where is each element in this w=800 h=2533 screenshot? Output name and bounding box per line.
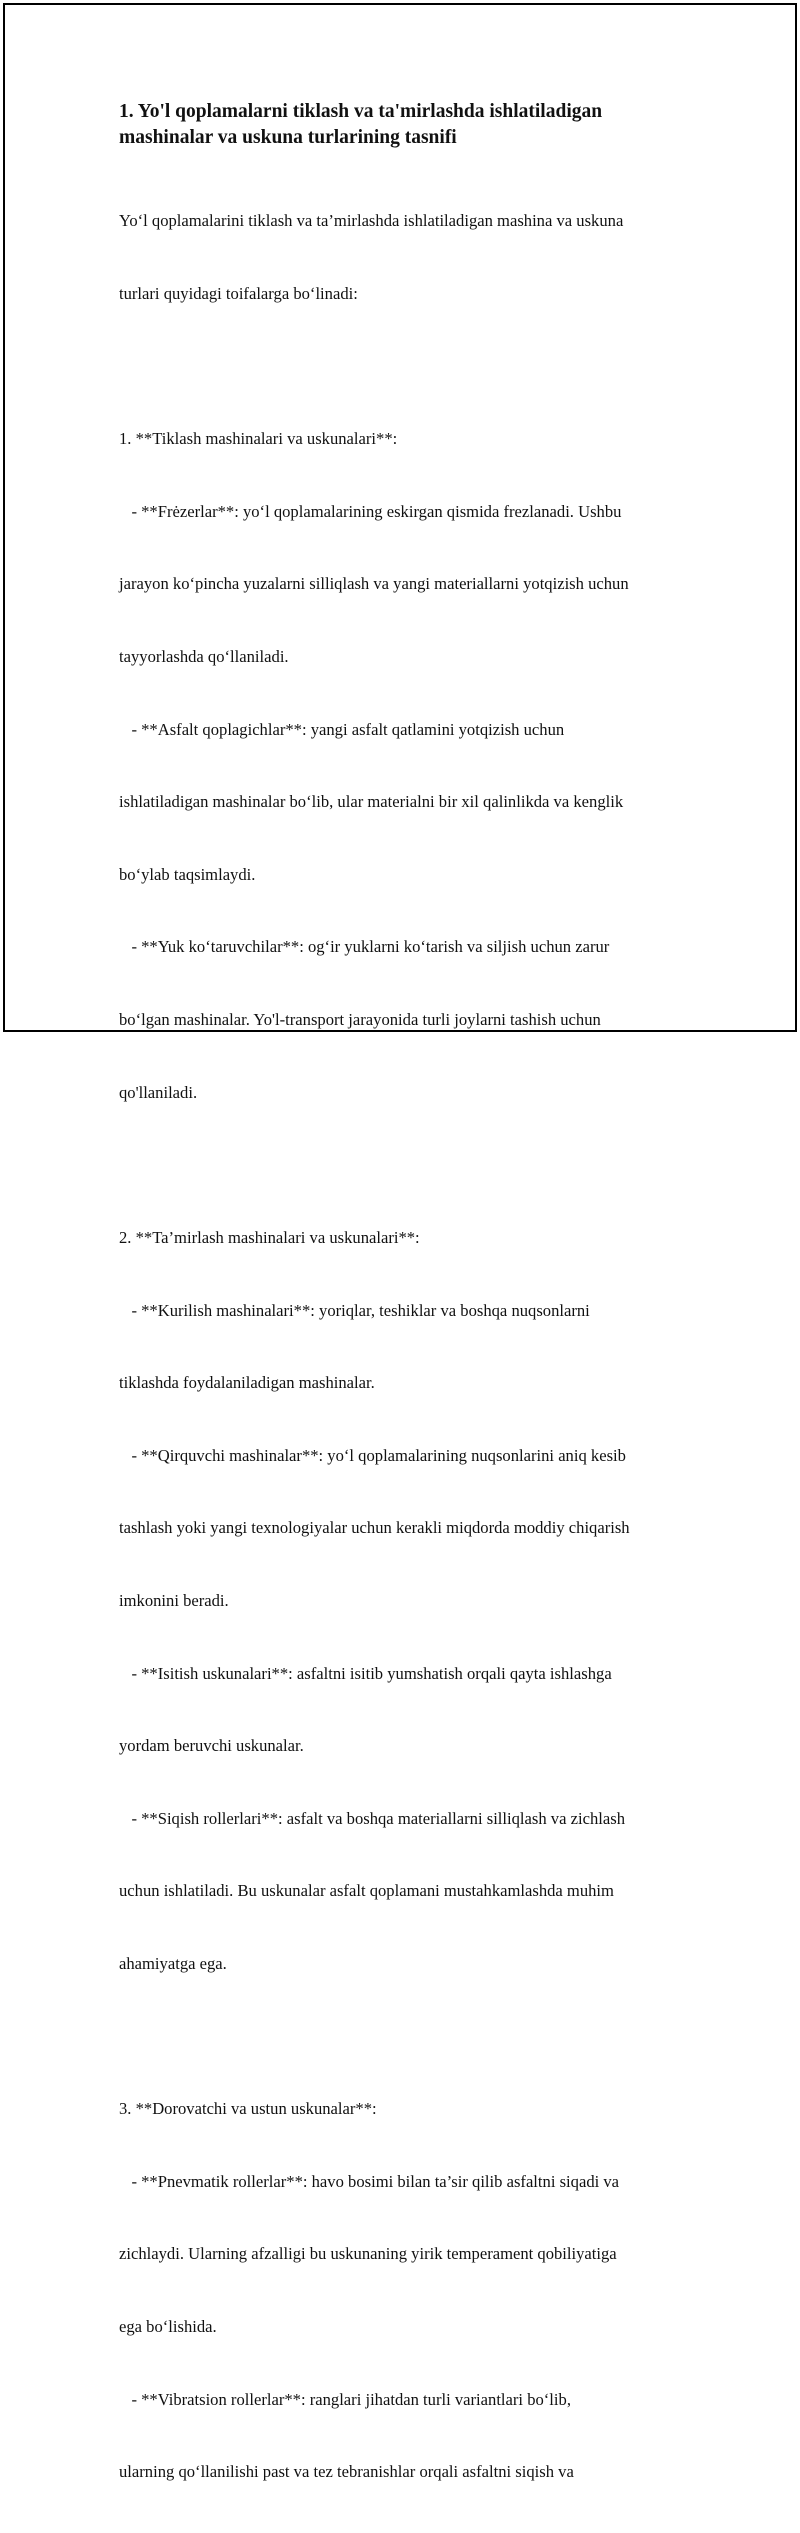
paragraph-gap	[119, 355, 699, 379]
list-item-line: - **Qirquvchi mashinalar**: yo‘l qoplamalarining nuqsonlarini aniq kesib	[119, 1445, 626, 1465]
text-line: tiklashda foydalaniladigan mashinalar.	[119, 1373, 375, 1393]
text-line: ularning qo‘llanilishi past va tez tebranishlar orqali asfaltni siqish va	[119, 2462, 574, 2482]
intro-paragraph	[119, 161, 699, 355]
text-line: turlari quyidagi toifalarga bo‘linadi:	[119, 284, 358, 304]
paragraph-gap	[119, 1153, 699, 1177]
text-line: ahamiyatga ega.	[119, 1954, 227, 1973]
list-item-line: - **Pnevmatik rollerlar**: havo bosimi bilan ta’sir qilib asfaltni siqadi va	[119, 2171, 620, 2191]
section-heading	[119, 99, 699, 151]
text-line: jarayon ko‘pincha yuzalarni silliqlash va yangi materiallarni yotqizish uchun	[119, 574, 629, 594]
text-line: zichlaydi. Ularning afzalligi bu uskunaning yirik temperament qobiliyatiga	[119, 2244, 617, 2264]
text-line: Yo‘l qoplamalarini tiklash va ta’mirlashda ishlatiladigan mashina va uskuna	[119, 211, 624, 231]
text-line: ishlatiladigan mashinalar bo‘lib, ular materialni bir xil qalinlikda va kenglik	[119, 792, 624, 812]
list-item-line: - **Yuk ko‘taruvchilar**: og‘ir yuklarni ko‘tarish va siljish uchun zarur	[119, 937, 610, 957]
text-line: qo'llaniladi.	[119, 1082, 198, 1102]
list-item-line: - **Kurilish mashinalari**: yoriqlar, teshiklar va boshqa nuqsonlarni	[119, 1300, 590, 1320]
text-line: yordam beruvchi uskunalar.	[119, 1736, 304, 1756]
text-line: tayyorlashda qo‘llaniladi.	[119, 647, 289, 667]
list-item-line: - **Vibratsion rollerlar**: ranglari jihatdan turli variantlari bo‘lib,	[119, 2389, 571, 2409]
list-heading: 1. **Tiklash mashinalari va uskunalari**:	[119, 429, 398, 449]
text-line: tashlash yoki yangi texnologiyalar uchun kerakli miqdorda moddiy chiqarish	[119, 1518, 630, 1538]
list-item-line: - **Siqish rollerlari**: asfalt va boshqa materiallarni silliqlash va zichlash	[119, 1808, 625, 1828]
document-body	[119, 99, 699, 2533]
list-item-line: - **Frėzerlar**: yo‘l qoplamalarining eskirgan qismida frezlanadi. Ushbu	[119, 501, 622, 521]
list-heading: 2. **Ta’mirlash mashinalari va uskunalari**:	[119, 1227, 420, 1247]
text-line: ega bo‘lishida.	[119, 2317, 217, 2337]
paragraph-gap	[119, 2025, 699, 2049]
text-line: bo‘lgan mashinalar. Yo'l-transport jarayonida turli joylarni tashish uchun	[119, 1010, 601, 1030]
section-2-repair-machines	[119, 1178, 699, 2025]
text-line: imkonini beradi.	[119, 1590, 229, 1610]
list-item-line: - **Isitish uskunalari**: asfaltni isitib yumshatish orqali qayta ishlashga	[119, 1663, 612, 1683]
heading-line: 1. Yo'l qoplamalarni tiklash va ta'mirlashda ishlatiladigan	[119, 101, 603, 122]
heading-line: mashinalar va uskuna turlarining tasnifi	[119, 127, 457, 148]
section-1-restoration-machines	[119, 379, 699, 1154]
list-heading: 3. **Dorovatchi va ustun uskunalar**:	[119, 2099, 377, 2119]
text-line: uchun ishlatiladi. Bu uskunalar asfalt qoplamani mustahkamlashda muhim	[119, 1881, 614, 1901]
text-line: bo‘ylab taqsimlaydi.	[119, 864, 256, 884]
section-3-compaction-equipment	[119, 2049, 699, 2533]
list-item-line: - **Asfalt qoplagichlar**: yangi asfalt qatlamini yotqizish uchun	[119, 719, 565, 739]
page-frame	[3, 3, 797, 2482]
